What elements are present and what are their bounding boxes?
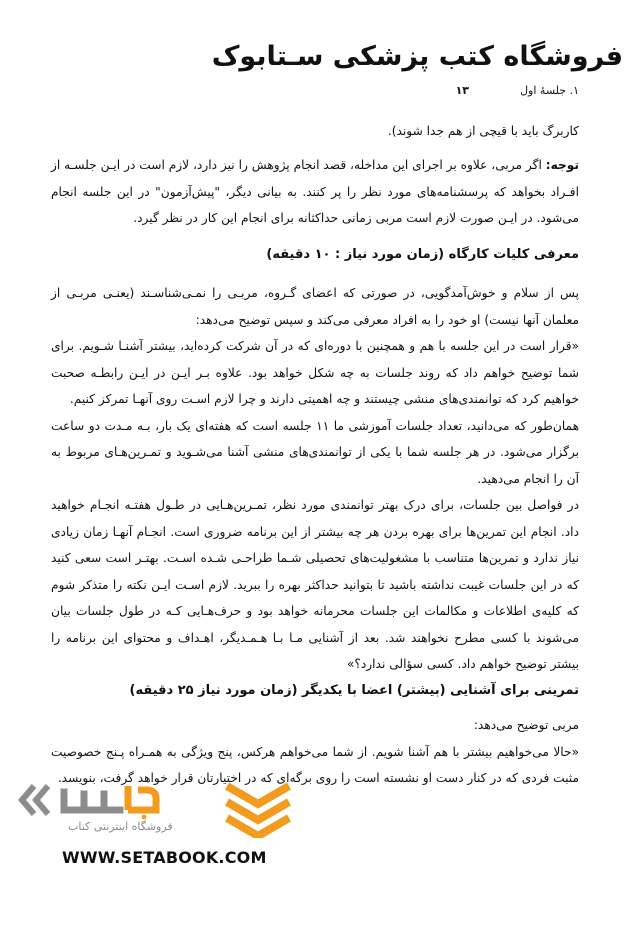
- paragraph-text: همان‌طور که می‌دانید، تعداد جلسات آموزشی ما ۱۱ جلسه است که هفته‌ای یک بار، بـه مـدت دو ساعت برگزار می‌شود. در هر جلسه شما با یکی از توانمندی‌های منشی آشنا می‌شـوید و تمـرین‌هـای مربوط به آن را انجام می‌دهید.: [51, 418, 579, 486]
- intro-note: [51, 152, 579, 232]
- watermark-url: WWW.SETABOOK.COM: [62, 848, 267, 867]
- section-heading-workshop-overview: معرفی کلیات کارگاه (زمان مورد نیاز : ۱۰ دقیقه): [266, 247, 579, 262]
- double-chevron-icon: [18, 784, 58, 816]
- setabook-logo-icon: [58, 780, 166, 820]
- section-label: ۱. جلسۀ اول: [520, 84, 579, 97]
- note-paragraph: [51, 152, 579, 232]
- paragraph-text: «حالا می‌خواهیم بیشتر با هم آشنا شویم. از شما می‌خواهم هرکس، پنج ویژگی به همـراه پـنج خصوصیت مثبت فردی که در کنار دست او نشسته است را روی برگه‌ای که در اختیارتان قرار خواهد گرفت، بنویسد.: [51, 744, 579, 785]
- watermark-subtitle: فروشگاه اینترنتی کتاب: [68, 820, 173, 833]
- page-number: ۱۳: [455, 84, 469, 97]
- paragraph-text: در فواصل بین جلسات، برای درک بهتر توانمندی مورد نظر، تمـرین‌هـایی در طـول هفتـه انجـام خواهید داد. انجام این تمرین‌ها برای بهره بردن هر چه بیشتر از این برنامه ضروری است. انجـام آنهـا زمان زیادی نیاز ندارد و تمرین‌ها متناسب با مشغولیت‌های تحصیلی شـما طراحـی شـده اسـت. بهتـر است سعی کنید که در این جلسات غیبت نداشته باشید تا بتوانید حداکثر بهره را ببرید. لازم اسـت ایـن نکته را متذکر شوم که کلیه‌ی اطلاعات و مکالمات این جلسات محرمانه خواهد بود و حرف‌هـایی کـه در طول جلسات بیان می‌شوند با کسی مطرح نخواهند شد. بعد از آشنایی مـا بـا هـمـدیگر، اهـداف و محتوای این برنامه را بیشتر توضیح خواهم داد. کسی سؤالی ندارد؟»: [51, 498, 579, 671]
- intro-paragraph-1: [51, 118, 579, 145]
- page-title: فروشگاه کتب پزشکی سـتابوک: [211, 41, 623, 72]
- setabook-watermark: [18, 772, 318, 882]
- note-label: توجه:: [545, 158, 579, 172]
- book-stack-icon: [223, 776, 293, 838]
- paragraph-text: پس از سلام و خوش‌آمدگویی، در صورتی که اعضای گـروه، مربـی را نمـی‌شناسـند (یعنـی مربـی از معلمان آنها نیست) او خود را به افراد معرفی می‌کند و سپس توضیح می‌دهد:: [51, 286, 579, 327]
- section-workshop-body: [51, 280, 579, 678]
- paragraph-text: کاربرگ باید با قیچی از هم جدا شوند).: [387, 124, 579, 138]
- paragraph-text: «قرار است در این جلسه با هم و همچنین با دوره‌ای که در آن شرکت کرده‌اید، بیشتر آشنـا شـویم. برای شما توضیح خواهم داد که روند جلسات به چه شکل خواهد بود. علاوه بـر ایـن در ایـن رابطـه صحبت خواهیم کرد که توانمندی‌های منشی چیستند و چه اهمیتی دارند و چرا لازم اسـت روی آنهـا تمرکز کنیم.: [51, 339, 579, 406]
- note-text: اگر مربی، علاوه بر اجرای این مداخله، قصد انجام پژوهش را نیز دارد، لازم است در ایـن جلسـه از افـراد بخواهد که پرسشنامه‌های مورد نظر را پر کنند. به بیانی دیگر، "پیش‌آزمون" در این جلسه انجام می‌شود. در ایـن صورت لازم است مربی زمانی حداکثانه برای انجام این کار در نظر گیرد.: [51, 158, 579, 225]
- paragraph-text: مربی توضیح می‌دهد:: [473, 718, 579, 732]
- section-heading-introduction-exercise: تمرینی برای آشنایی (بیشتر) اعضا با یکدیگر (زمان مورد نیاز ۲۵ دقیقه): [129, 683, 579, 698]
- running-header: [59, 84, 579, 104]
